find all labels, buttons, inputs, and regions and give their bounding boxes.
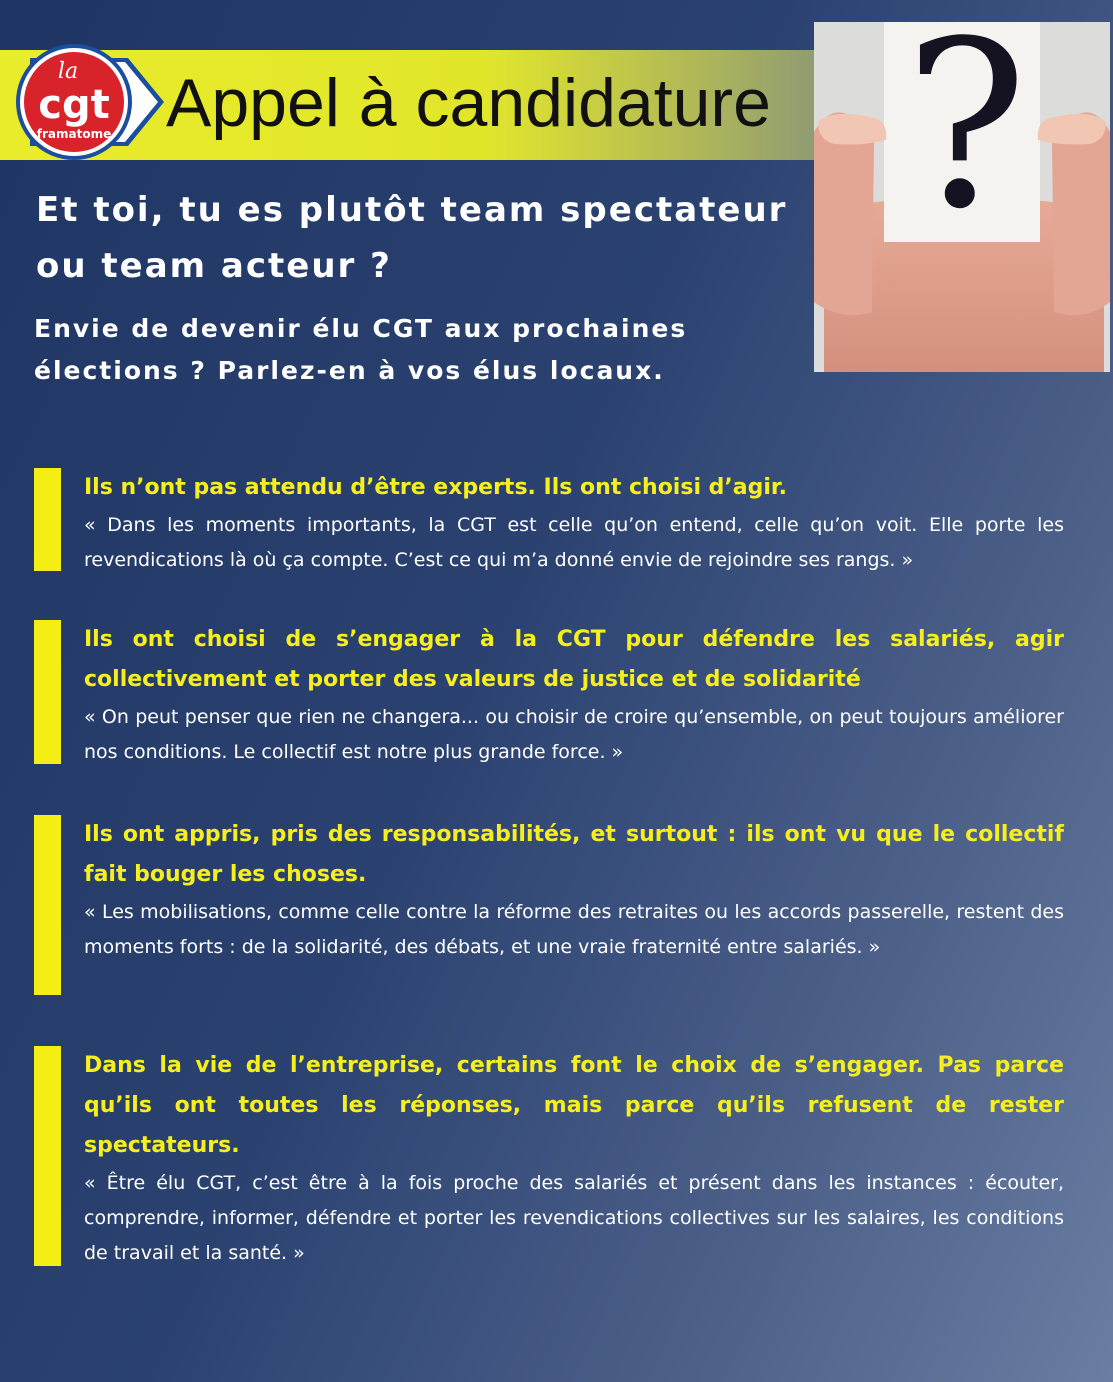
block-quote: « On peut penser que rien ne changera... ou choisir de croire qu’ensemble, on peut toujours améliorer nos conditions. Le collectif est notre plus grande force. » — [84, 706, 1064, 763]
logo-top-text: la — [57, 59, 79, 84]
testimonial-block-1 — [34, 468, 1064, 578]
block-title: Ils n’ont pas attendu d’être experts. Ils ont choisi d’agir. — [84, 475, 787, 500]
subheadline: Envie de devenir élu CGT aux prochaines élections ? Parlez-en à vos élus locaux. — [34, 314, 688, 385]
headline: Et toi, tu es plutôt team spectateur ou team acteur ? — [36, 190, 788, 286]
logo-bottom-text: framatome — [36, 127, 112, 141]
block-title: Ils ont appris, pris des responsabilités, et surtout : ils ont vu que le collectif fait bouger les choses. — [84, 822, 1064, 887]
question-mark-symbol: ? — [904, 0, 1028, 260]
block-title: Dans la vie de l’entreprise, certains font le choix de s’engager. Pas parce qu’ils ont toutes les réponses, mais parce qu’ils refusent de rester spectateurs. — [84, 1053, 1064, 1158]
testimonial-block-3 — [34, 815, 1064, 965]
testimonial-block-2 — [34, 620, 1064, 770]
block-quote: « Être élu CGT, c’est être à la fois proche des salariés et présent dans les instances : écouter, comprendre, informer, défendre et porter les revendications collectives sur les salaires, les conditions de travail et la santé. » — [84, 1172, 1064, 1264]
block-quote: « Dans les moments importants, la CGT est celle qu’on entend, celle qu’on voit. Elle porte les revendications là où ça compte. C’est ce qui m’a donné envie de rejoindre ses rangs. » — [84, 514, 1064, 571]
block-quote: « Les mobilisations, comme celle contre la réforme des retraites ou les accords passerelle, restent des moments forts : de la solidarité, des débats, et une vraie fraternité entre salariés. » — [84, 901, 1064, 958]
page-title: Appel à candidature — [166, 65, 771, 141]
accent-bar — [34, 468, 61, 571]
accent-bar — [34, 1046, 61, 1266]
logo-main-text: cgt — [38, 82, 110, 128]
accent-bar — [34, 815, 61, 995]
cgt-logo — [8, 38, 170, 166]
block-title: Ils ont choisi de s’engager à la CGT pour défendre les salariés, agir collectivement et porter des valeurs de justice et de solidarité — [84, 627, 1064, 692]
accent-bar — [34, 620, 61, 764]
testimonial-block-4 — [34, 1046, 1064, 1271]
